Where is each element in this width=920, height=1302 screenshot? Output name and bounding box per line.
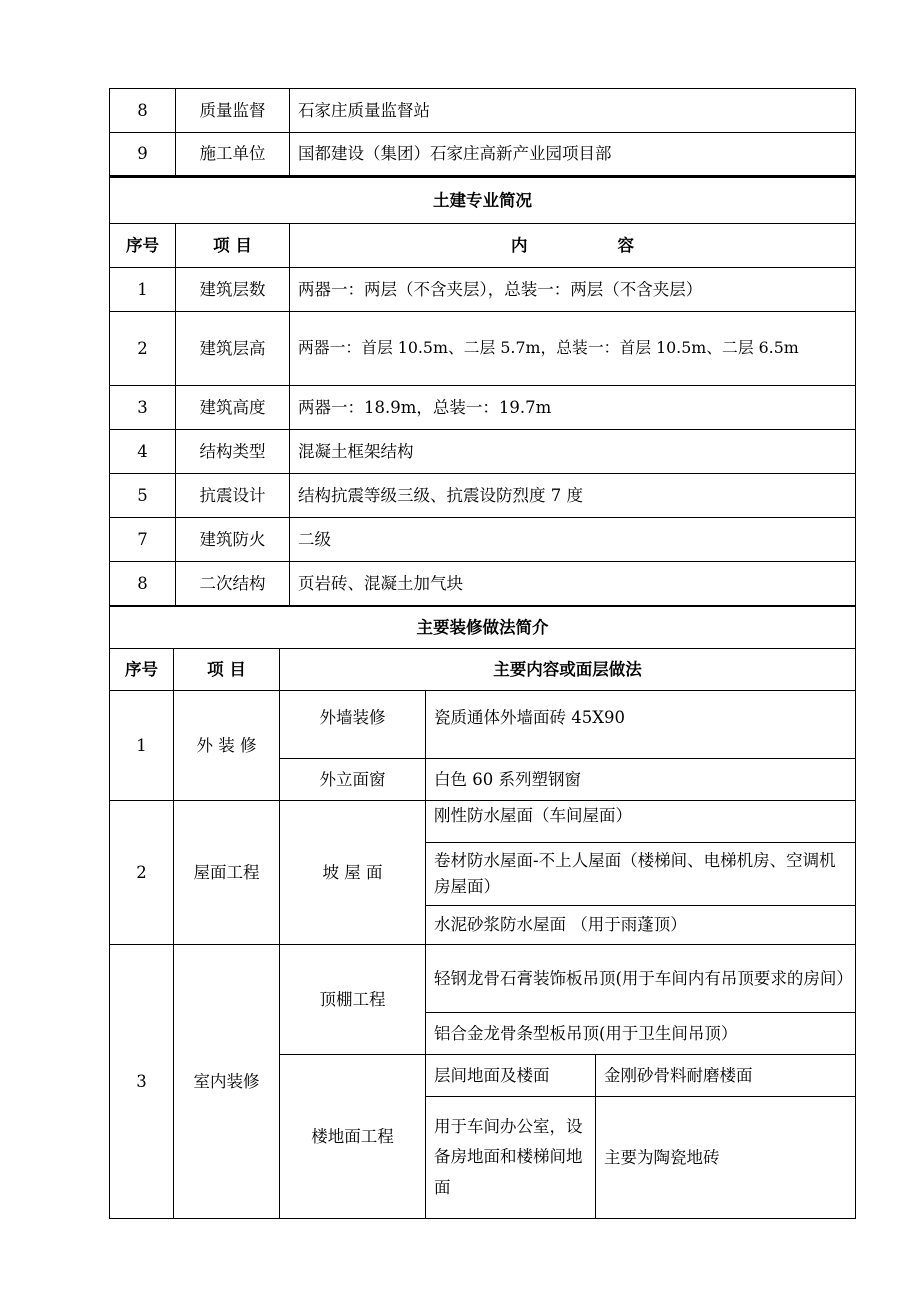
row-no: 9 xyxy=(110,133,176,177)
table-row xyxy=(110,562,856,606)
header-item: 项 目 xyxy=(174,649,280,691)
sub-content: 白色 60 系列塑钢窗 xyxy=(426,759,856,801)
ceiling-content: 轻钢龙骨石膏装饰板吊顶(用于车间内有吊顶要求的房间） xyxy=(426,945,856,1013)
row-no: 7 xyxy=(110,518,176,562)
header-no: 序号 xyxy=(110,224,176,268)
table-civil-overview xyxy=(109,88,856,606)
header-content-a: 内 xyxy=(511,235,528,255)
sub-content: 刚性防水屋面（车间屋面） xyxy=(426,801,856,843)
table-row xyxy=(110,518,856,562)
table-row xyxy=(110,133,856,177)
row-item: 质量监督 xyxy=(176,89,290,133)
ceiling-content: 铝合金龙骨条型板吊顶(用于卫生间吊顶） xyxy=(426,1013,856,1055)
row-content: 两器一：两层（不含夹层），总装一：两层（不含夹层） xyxy=(290,268,856,312)
table-row xyxy=(110,474,856,518)
section-title: 主要装修做法简介 xyxy=(110,607,856,649)
table-row xyxy=(110,945,856,1013)
row-no: 3 xyxy=(110,386,176,430)
section-title-row xyxy=(110,607,856,649)
floor-label: 楼地面工程 xyxy=(280,1055,426,1219)
row-content: 两器一：18.9m，总装一：19.7m xyxy=(290,386,856,430)
group-item: 外 装 修 xyxy=(174,691,280,801)
sub-label: 坡 屋 面 xyxy=(280,801,426,945)
row-item: 结构类型 xyxy=(176,430,290,474)
header-no: 序号 xyxy=(110,649,174,691)
row-item: 建筑防火 xyxy=(176,518,290,562)
table-row xyxy=(110,89,856,133)
table-row xyxy=(110,386,856,430)
header-row xyxy=(110,224,856,268)
header-content xyxy=(290,224,856,268)
row-content: 混凝土框架结构 xyxy=(290,430,856,474)
row-content: 页岩砖、混凝土加气块 xyxy=(290,562,856,606)
row-no: 4 xyxy=(110,430,176,474)
group-item: 屋面工程 xyxy=(174,801,280,945)
header-row xyxy=(110,649,856,691)
row-content: 两器一：首层 10.5m、二层 5.7m，总装一：首层 10.5m、二层 6.5m xyxy=(290,312,856,386)
group-no: 1 xyxy=(110,691,174,801)
header-item: 项 目 xyxy=(176,224,290,268)
row-no: 5 xyxy=(110,474,176,518)
section-title: 土建专业简况 xyxy=(110,177,856,224)
table-row xyxy=(110,312,856,386)
group-no: 3 xyxy=(110,945,174,1219)
table-row xyxy=(110,801,856,843)
header-content: 主要内容或面层做法 xyxy=(280,649,856,691)
row-no: 2 xyxy=(110,312,176,386)
table-row xyxy=(110,691,856,759)
row-content: 石家庄质量监督站 xyxy=(290,89,856,133)
group-no: 2 xyxy=(110,801,174,945)
sub-content: 瓷质通体外墙面砖 45X90 xyxy=(426,691,856,759)
row-content: 结构抗震等级三级、抗震设防烈度 7 度 xyxy=(290,474,856,518)
row-item: 抗震设计 xyxy=(176,474,290,518)
row-no: 1 xyxy=(110,268,176,312)
table-decoration xyxy=(109,606,856,1219)
section-title-row xyxy=(110,177,856,224)
row-no: 8 xyxy=(110,562,176,606)
floor-scope: 层间地面及楼面 xyxy=(426,1055,596,1097)
row-no: 8 xyxy=(110,89,176,133)
row-item: 建筑层数 xyxy=(176,268,290,312)
sub-label: 外墙装修 xyxy=(280,691,426,759)
table-row xyxy=(110,430,856,474)
floor-scope: 用于车间办公室，设备房地面和楼梯间地面 xyxy=(426,1097,596,1219)
row-content: 二级 xyxy=(290,518,856,562)
sub-label: 外立面窗 xyxy=(280,759,426,801)
table-row xyxy=(110,268,856,312)
row-item: 二次结构 xyxy=(176,562,290,606)
row-content: 国都建设（集团）石家庄高新产业园项目部 xyxy=(290,133,856,177)
sub-content: 水泥砂浆防水屋面 （用于雨蓬顶） xyxy=(426,906,856,945)
ceiling-label: 顶棚工程 xyxy=(280,945,426,1055)
group-item: 室内装修 xyxy=(174,945,280,1219)
floor-finish: 主要为陶瓷地砖 xyxy=(596,1097,856,1219)
row-item: 建筑高度 xyxy=(176,386,290,430)
floor-finish: 金刚砂骨料耐磨楼面 xyxy=(596,1055,856,1097)
row-item: 建筑层高 xyxy=(176,312,290,386)
header-content-b: 容 xyxy=(617,235,634,255)
row-item: 施工单位 xyxy=(176,133,290,177)
sub-content: 卷材防水屋面-不上人屋面（楼梯间、电梯机房、空调机房屋面） xyxy=(426,843,856,906)
